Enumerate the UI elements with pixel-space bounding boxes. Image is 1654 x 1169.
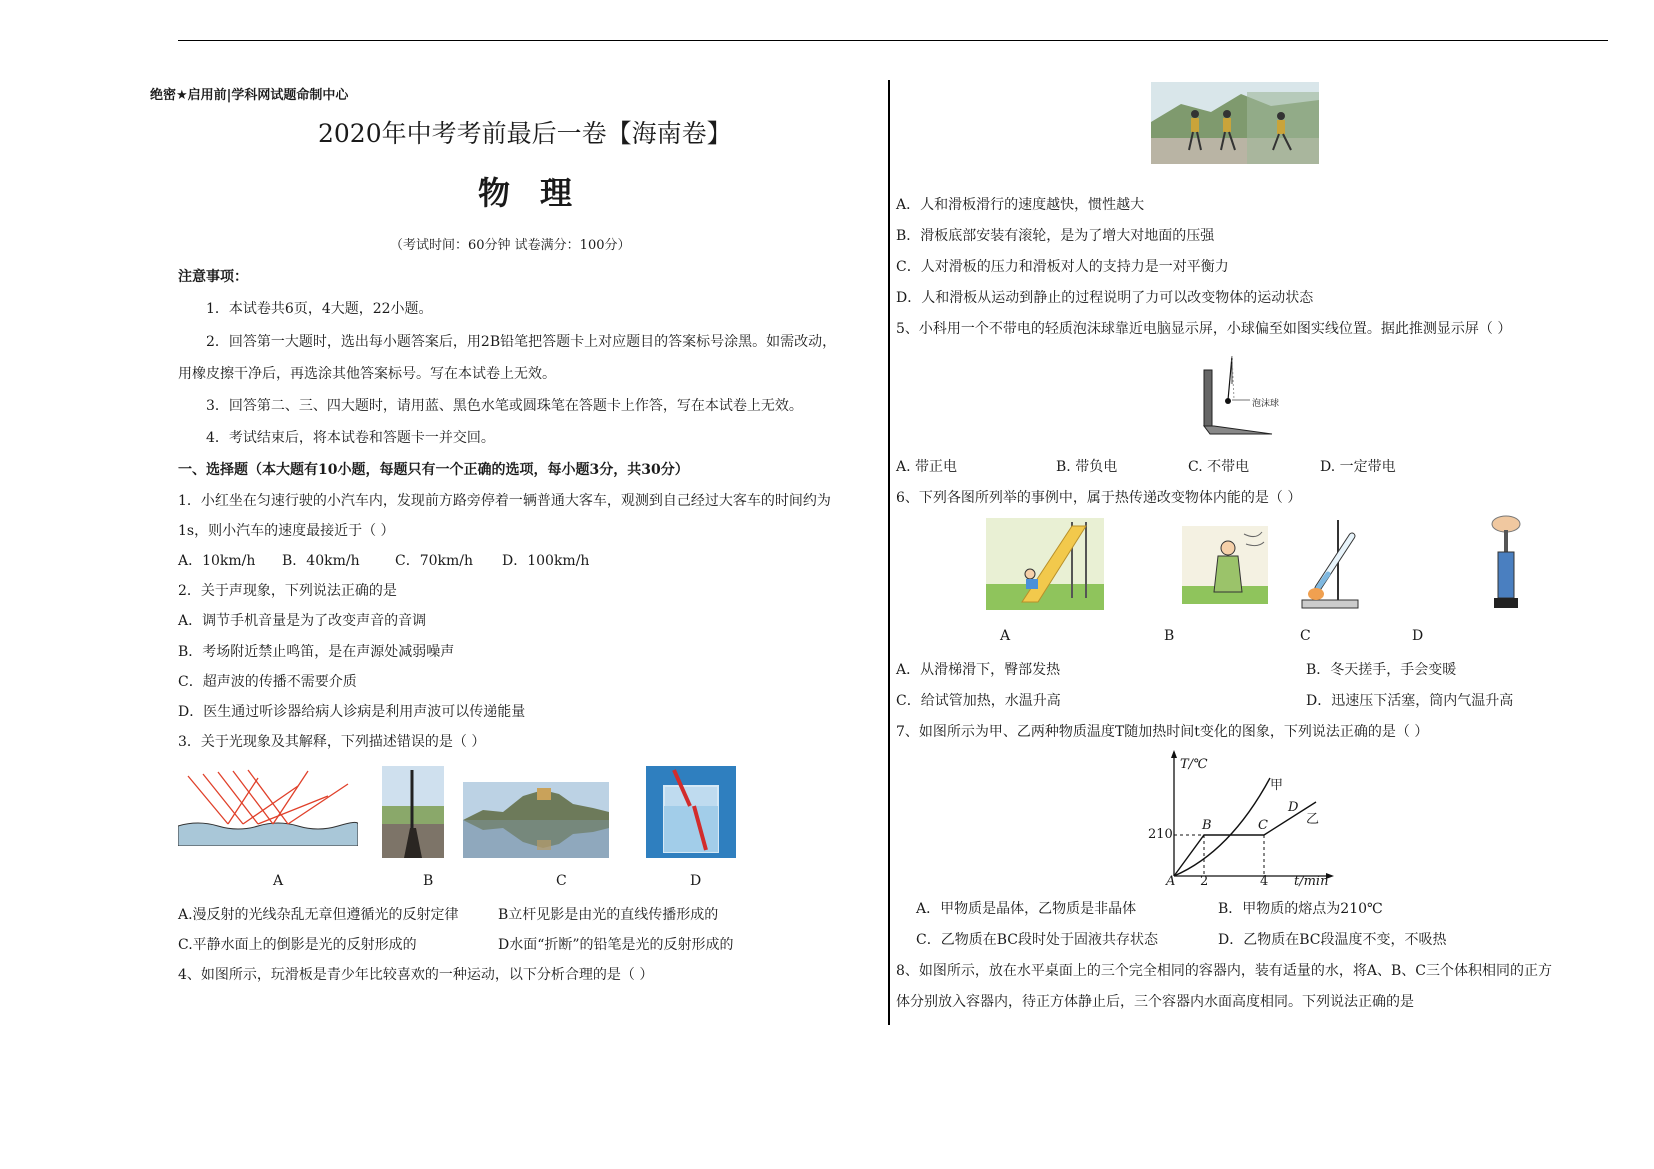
q7-curve-jia-label: 甲 [1270,778,1284,793]
top-rule [178,40,1608,41]
q1-option-b: B．40km/h [282,553,360,569]
q3-figure-a-diffuse-reflection [178,766,358,846]
q1-stem-line-1: 1．小红坐在匀速行驶的小汽车内，发现前方路旁停着一辆普通大客车，观测到自己经过大客车的时间约为 [178,493,831,509]
q5-option-c: C. 不带电 [1188,459,1250,475]
q1-option-c: C．70km/h [395,553,474,569]
q4-option-b: B．滑板底部安装有滚轮，是为了增大对地面的压强 [896,228,1215,244]
q6-figure-label-a: A [1000,628,1011,644]
q3-figure-b-pole-shadow [382,766,444,858]
column-divider [888,80,890,1025]
subject-title: 物理 [478,174,603,212]
q4-stem: 4、如图所示，玩滑板是青少年比较喜欢的一种运动，以下分析合理的是（ ） [178,967,654,983]
q8-stem-line-2: 体分别放入容器内，待正方体静止后，三个容器内水面高度相同。下列说法正确的是 [896,994,1414,1010]
notice-item-2-line-2: 用橡皮擦干净后，再选涂其他答案标号。写在本试卷上无效。 [178,366,556,382]
q6-figure-c-heating-test-tube [1292,518,1368,612]
q1-option-d: D．100km/h [502,553,590,569]
q3-option-d: D水面“折断”的铅笔是光的反射形成的 [498,937,734,953]
q6-option-c: C．给试管加热，水温升高 [896,693,1061,709]
notice-item-2-line-1: 2．回答第一大题时，选出每小题答案后，用2B铅笔把答题卡上对应题目的答案标号涂黑。如需改动， [206,334,837,350]
q3-figure-label-a: A [273,873,284,889]
q7-option-b: B．甲物质的熔点为210℃ [1218,901,1383,917]
q6-option-d: D．迅速压下活塞，筒内气温升高 [1306,693,1514,709]
q4-option-c: C．人对滑板的压力和滑板对人的支持力是一对平衡力 [896,259,1229,275]
q7-curve-yi-label: 乙 [1306,812,1320,827]
q2-stem: 2．关于声现象，下列说法正确的是 [178,583,397,599]
q3-stem: 3．关于光现象及其解释，下列描述错误的是（ ） [178,734,486,750]
q7-stem: 7、如图所示为甲、乙两种物质温度T随加热时间t变化的图象，下列说法正确的是（ ） [896,724,1429,740]
paper-title: 2020年中考考前最后一卷【海南卷】 [318,119,732,148]
notice-item-4: 4．考试结束后，将本试卷和答题卡一并交回。 [206,430,495,446]
q6-option-b: B．冬天搓手，手会变暖 [1306,662,1457,678]
q3-option-b: B立杆见影是由光的直线传播形成的 [498,907,719,923]
q7-option-a: A．甲物质是晶体，乙物质是非晶体 [916,901,1137,917]
q6-option-a: A．从滑梯滑下，臀部发热 [896,662,1061,678]
q3-figure-c-water-reflection [463,782,609,858]
q7-x-axis-label: t/min [1294,874,1329,889]
exam-info: （考试时间：60分钟 试卷满分：100分） [390,238,631,253]
q2-option-a: A．调节手机音量是为了改变声音的音调 [178,613,427,629]
q1-option-a: A．10km/h [178,553,256,569]
q7-y-tick-210: 210 [1148,827,1173,842]
q8-stem-line-1: 8、如图所示，放在水平桌面上的三个完全相同的容器内，装有适量的水，将A、B、C三个体积相同的正方 [896,963,1553,979]
q7-point-c: C [1258,818,1268,833]
q3-option-a: A.漫反射的光线杂乱无章但遵循光的反射定律 [178,907,459,923]
q7-option-d: D．乙物质在BC段温度不变，不吸热 [1218,932,1447,948]
confidential-label: 绝密★启用前|学科网试题命制中心 [150,88,349,103]
q5-stem: 5、小科用一个不带电的轻质泡沫球靠近电脑显示屏，小球偏至如图实线位置。据此推测显示屏（ ） [896,321,1512,337]
q5-option-b: B. 带负电 [1056,459,1118,475]
q4-figure-skateboarder [1151,82,1319,164]
q6-figure-label-b: B [1164,628,1175,644]
q5-option-a: A. 带正电 [896,459,958,475]
q2-option-b: B．考场附近禁止鸣笛，是在声源处减弱噪声 [178,644,455,660]
q1-stem-line-2: 1s，则小汽车的速度最接近于（ ） [178,523,395,539]
section-1-heading: 一、选择题（本大题有10小题，每题只有一个正确的选项，每小题3分，共30分） [178,462,689,478]
notice-heading: 注意事项： [178,269,248,285]
q6-figure-a-slide [986,518,1104,610]
q4-option-d: D．人和滑板从运动到静止的过程说明了力可以改变物体的运动状态 [896,290,1314,306]
q7-x-tick-4: 4 [1260,874,1269,889]
q6-figure-b-rubbing-hands [1182,526,1268,604]
q3-option-c: C.平静水面上的倒影是光的反射形成的 [178,937,417,953]
q5-figure-laptop-foam-ball [1202,354,1322,436]
q2-option-d: D．医生通过听诊器给病人诊病是利用声波可以传递能量 [178,704,526,720]
q7-x-tick-2: 2 [1200,874,1209,889]
q6-figure-label-d: D [1412,628,1424,644]
q6-stem: 6、下列各图所列举的事例中，属于热传递改变物体内能的是（ ） [896,490,1302,506]
q3-figure-d-bent-pencil [646,766,736,858]
q3-figure-label-d: D [690,873,702,889]
q7-y-axis-label: T/℃ [1180,757,1208,772]
q7-point-a: A [1166,874,1176,889]
q3-figure-label-c: C [556,873,567,889]
q7-point-d: D [1288,800,1299,815]
notice-item-3: 3．回答第二、三、四大题时，请用蓝、黑色水笔或圆珠笔在答题卡上作答，写在本试卷上无效。 [206,398,803,414]
q7-option-c: C．乙物质在BC段时处于固液共存状态 [916,932,1158,948]
q2-option-c: C．超声波的传播不需要介质 [178,674,357,690]
q3-figure-label-b: B [423,873,434,889]
q5-option-d: D. 一定带电 [1320,459,1396,475]
q5-figure-label: 泡沫球 [1252,399,1280,409]
q4-option-a: A．人和滑板滑行的速度越快，惯性越大 [896,197,1145,213]
q6-figure-label-c: C [1300,628,1311,644]
notice-item-1: 1．本试卷共6页，4大题，22小题。 [206,301,433,317]
q7-point-b: B [1202,818,1212,833]
q6-figure-d-piston [1486,514,1528,614]
